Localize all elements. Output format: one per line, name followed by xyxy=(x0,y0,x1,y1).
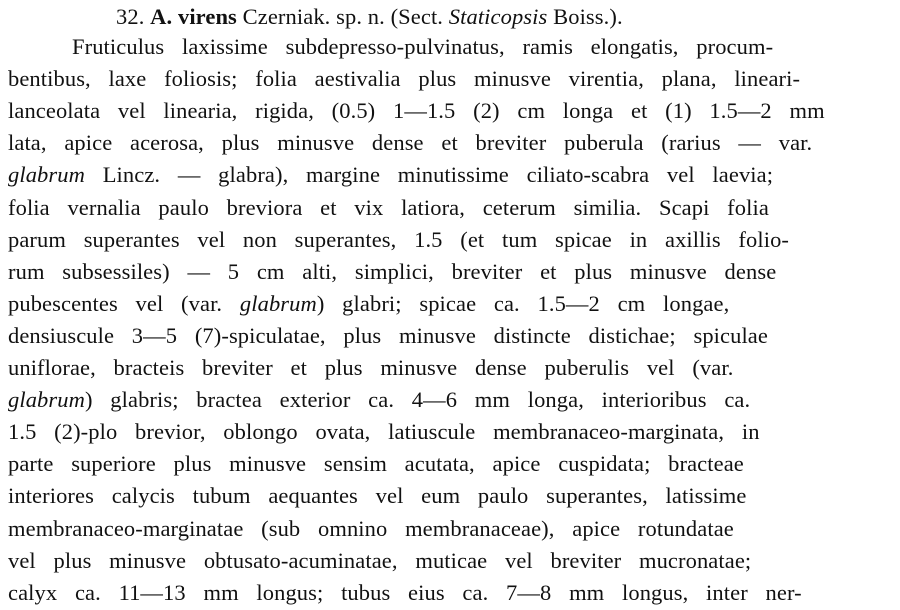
text-line xyxy=(8,385,890,415)
text-run: Lincz. — glabra), margine minutissime ciliato-scabra vel laevia; xyxy=(84,162,774,188)
text-line xyxy=(8,225,890,255)
text-line xyxy=(8,578,890,608)
species-number: 32. xyxy=(116,4,145,29)
text-run: membranaceo-marginatae (sub omnino membranaceae), apice rotundatae xyxy=(8,515,734,541)
text-run: vel plus minusve obtusato-acuminatae, muticae vel breviter mucronatae; xyxy=(8,547,752,573)
text-run: folia vernalia paulo breviora et vix latiora, ceterum similia. Scapi folia xyxy=(8,194,769,220)
text-run: ) glabris; bractea exterior ca. 4—6 mm longa, interioribus ca. xyxy=(84,387,751,413)
text-line xyxy=(8,193,890,223)
text-run: lanceolata vel linearia, rigida, (0.5) 1—1.5 (2) cm longa et (1) 1.5—2 mm xyxy=(8,98,825,124)
text-run: calyx ca. 11—13 mm longus; tubus eius ca. 7—8 mm longus, inter ner- xyxy=(8,579,802,605)
text-run: 1.5 (2)-plo brevior, oblongo ovata, latiuscule membranaceo-marginata, in xyxy=(8,419,760,445)
text-line xyxy=(72,32,890,62)
text-line xyxy=(8,128,890,158)
text-run: Fruticulus laxissime subdepresso-pulvinatus, ramis elongatis, procum- xyxy=(72,34,774,59)
text-run: densiuscule 3—5 (7)-spiculatae, plus minusve distincte distichae; spiculae xyxy=(8,322,768,348)
text-line xyxy=(8,481,890,511)
text-run: parte superiore plus minusve sensim acutata, apice cuspidata; bracteae xyxy=(8,451,744,477)
text-run: pubescentes vel (var. xyxy=(8,290,240,316)
text-line xyxy=(8,160,890,190)
text-line xyxy=(8,96,890,126)
species-author: Czerniak. sp. n. (Sect. xyxy=(242,4,444,29)
text-line xyxy=(8,449,890,479)
text-line xyxy=(8,289,890,319)
text-line xyxy=(8,64,890,94)
text-run: bentibus, laxe foliosis; folia aestivalia plus minusve virentia, plana, lineari- xyxy=(8,66,801,92)
text-run: parum superantes vel non superantes, 1.5 (et tum spicae in axillis folio- xyxy=(8,226,790,252)
text-line xyxy=(8,257,890,287)
species-name: A. virens xyxy=(150,4,237,29)
text-line xyxy=(8,321,890,351)
text-line xyxy=(8,514,890,544)
text-run: rum subsessiles) — 5 cm alti, simplici, breviter et plus minusve dense xyxy=(8,258,777,284)
text-run: uniflorae, bracteis breviter et plus minusve dense puberulis vel (var. xyxy=(8,355,734,380)
text-line xyxy=(8,546,890,576)
text-line xyxy=(8,353,890,383)
text-run: ) glabri; spicae ca. 1.5—2 cm longae, xyxy=(316,290,730,316)
text-line xyxy=(8,417,890,447)
text-run: interiores calycis tubum aequantes vel eum paulo superantes, latissime xyxy=(8,483,747,509)
italic-text: glabrum xyxy=(8,387,85,413)
italic-text: glabrum xyxy=(239,290,317,316)
species-heading xyxy=(116,2,876,32)
text-run: lata, apice acerosa, plus minusve dense et breviter puberula (rarius — var. xyxy=(8,130,813,156)
section-author: Boiss.). xyxy=(553,4,623,29)
section-name: Staticopsis xyxy=(448,4,548,29)
italic-text: glabrum xyxy=(8,162,85,188)
